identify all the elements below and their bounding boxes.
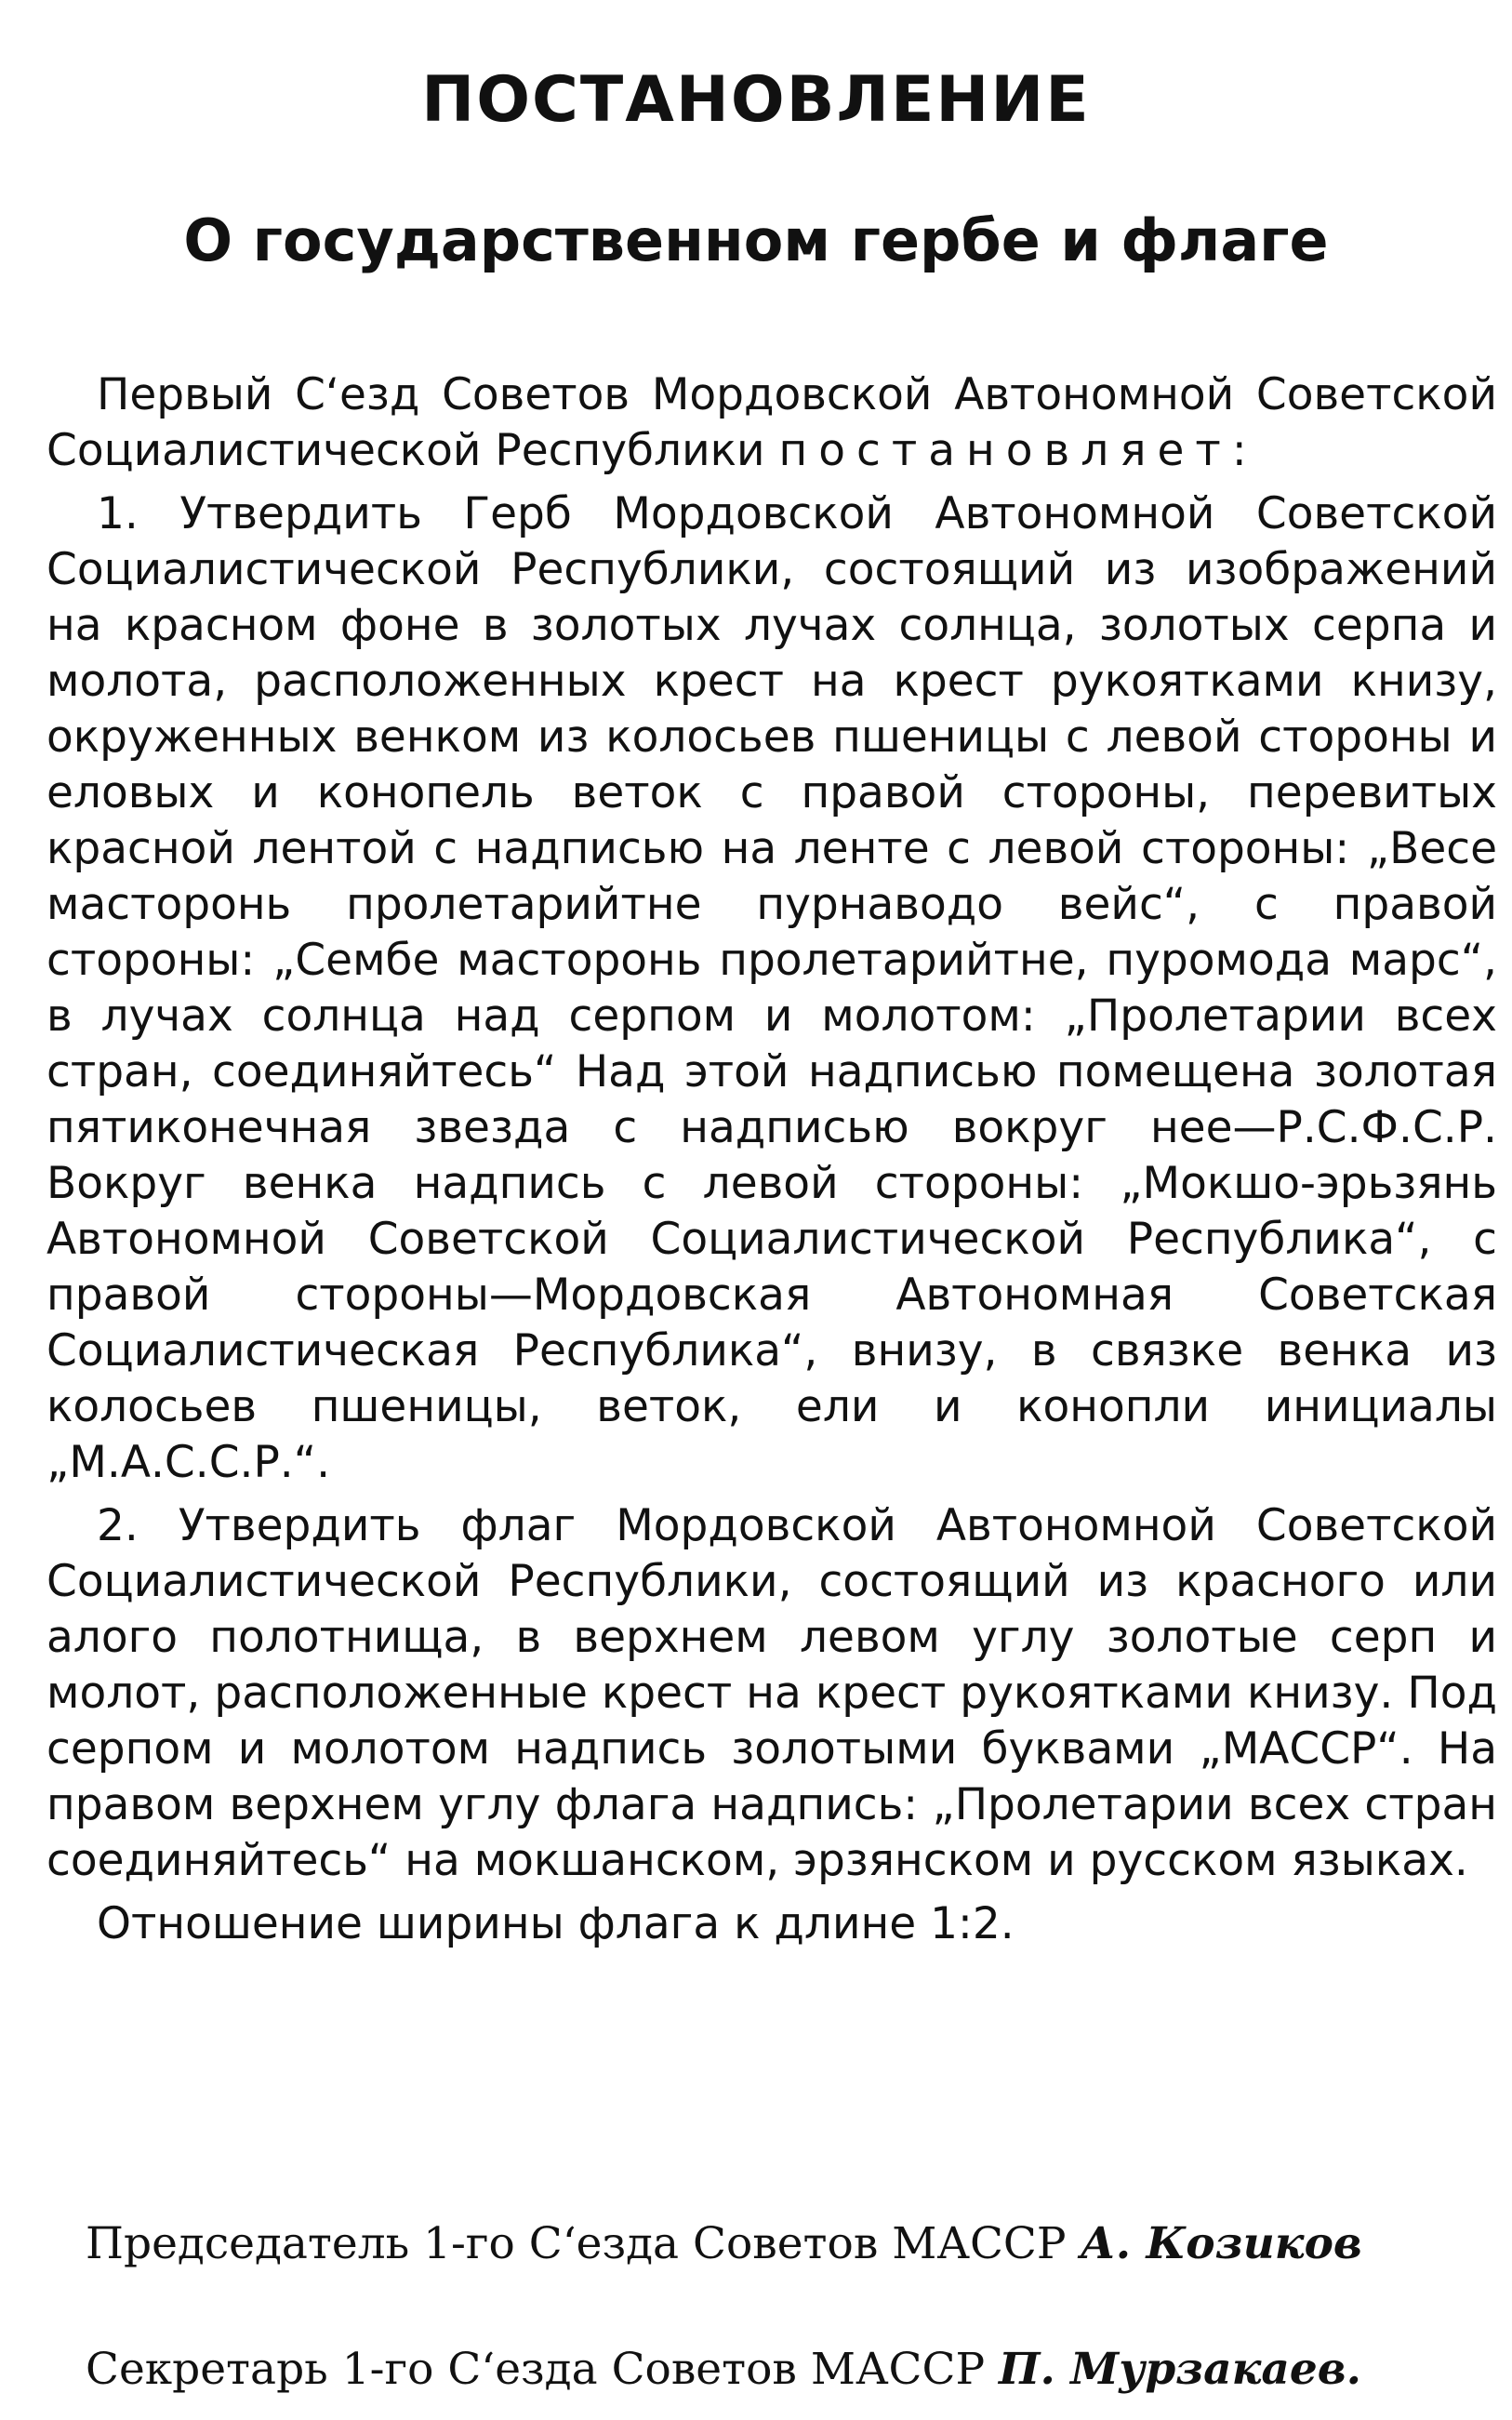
- ratio-paragraph: Отношение ширины флага к длине 1:2.: [97, 1898, 1015, 1949]
- intro-text: Первый С‘езд Советов Мордовской Автономной Советской Социалистической Республики: [46, 369, 1497, 476]
- item-1-paragraph: 1. Утвердить Герб Мордовской Автономной Советской Социалистической Республики, состоящий из изображений на красном фоне в золотых лучах солнца, золотых серпа и молота, расположенных крест на крест рукоятками книзу, окруженных венком из колосьев пшеницы с левой стороны и еловых и конопель веток с правой стороны, перевитых красной лентой с надписью на ленте с левой стороны: „Весе масторонь пролетарийтне пурнаводо вейс“, с правой стороны: „Сембе масторонь пролетарийтне, пуромода марс“, в лучах солнца над серпом и молотом: „Пролетарии всех стран, соединяйтесь“ Над этой надписью помещена золотая пятиконечная звезда с надписью вокруг нее—Р.С.Ф.С.Р. Вокруг венка надпись с левой стороны: „Мокшо-эрьзянь Автономной Советской Социалистической Республика“, с правой стороны—Мордовская Автономная Советская Социалистическая Республика“, внизу, в связке венка из колосьев пшеницы, веток, ели и конопли инициалы „М.А.С.С.Р.“.: [46, 488, 1497, 1488]
- signature-secretary: [86, 2344, 1361, 2395]
- intro-colon: :: [1231, 425, 1247, 476]
- document-title: ПОСТАНОВЛЕНИЕ: [421, 63, 1091, 137]
- signature-role: Секретарь 1-го С‘езда Советов МАССР: [86, 2344, 986, 2395]
- signature-name: А. Козиков: [1080, 2218, 1362, 2269]
- item-2-paragraph: 2. Утвердить флаг Мордовской Автономной Советской Социалистической Республики, состоящий из красного или алого полотнища, в верхнем левом углу золотые серп и молот, расположенные крест на крест рукоятками книзу. Под серпом и молотом надпись золотыми буквами „МАССР“. На правом верхнем углу флага надпись: „Пролетарии всех стран соединяйтесь“ на мокшанском, эрзянском и русском языках.: [46, 1500, 1497, 1886]
- document-body: [46, 367, 1497, 1952]
- document-subtitle: О государственном гербе и флаге: [183, 206, 1329, 274]
- intro-emphasis: постановляет: [778, 425, 1232, 476]
- signature-role: Председатель 1-го С‘езда Советов МАССР: [86, 2218, 1067, 2269]
- intro-paragraph: [46, 367, 1497, 479]
- signature-chairman: [86, 2218, 1362, 2269]
- signature-name: П. Мурзакаев.: [999, 2344, 1362, 2395]
